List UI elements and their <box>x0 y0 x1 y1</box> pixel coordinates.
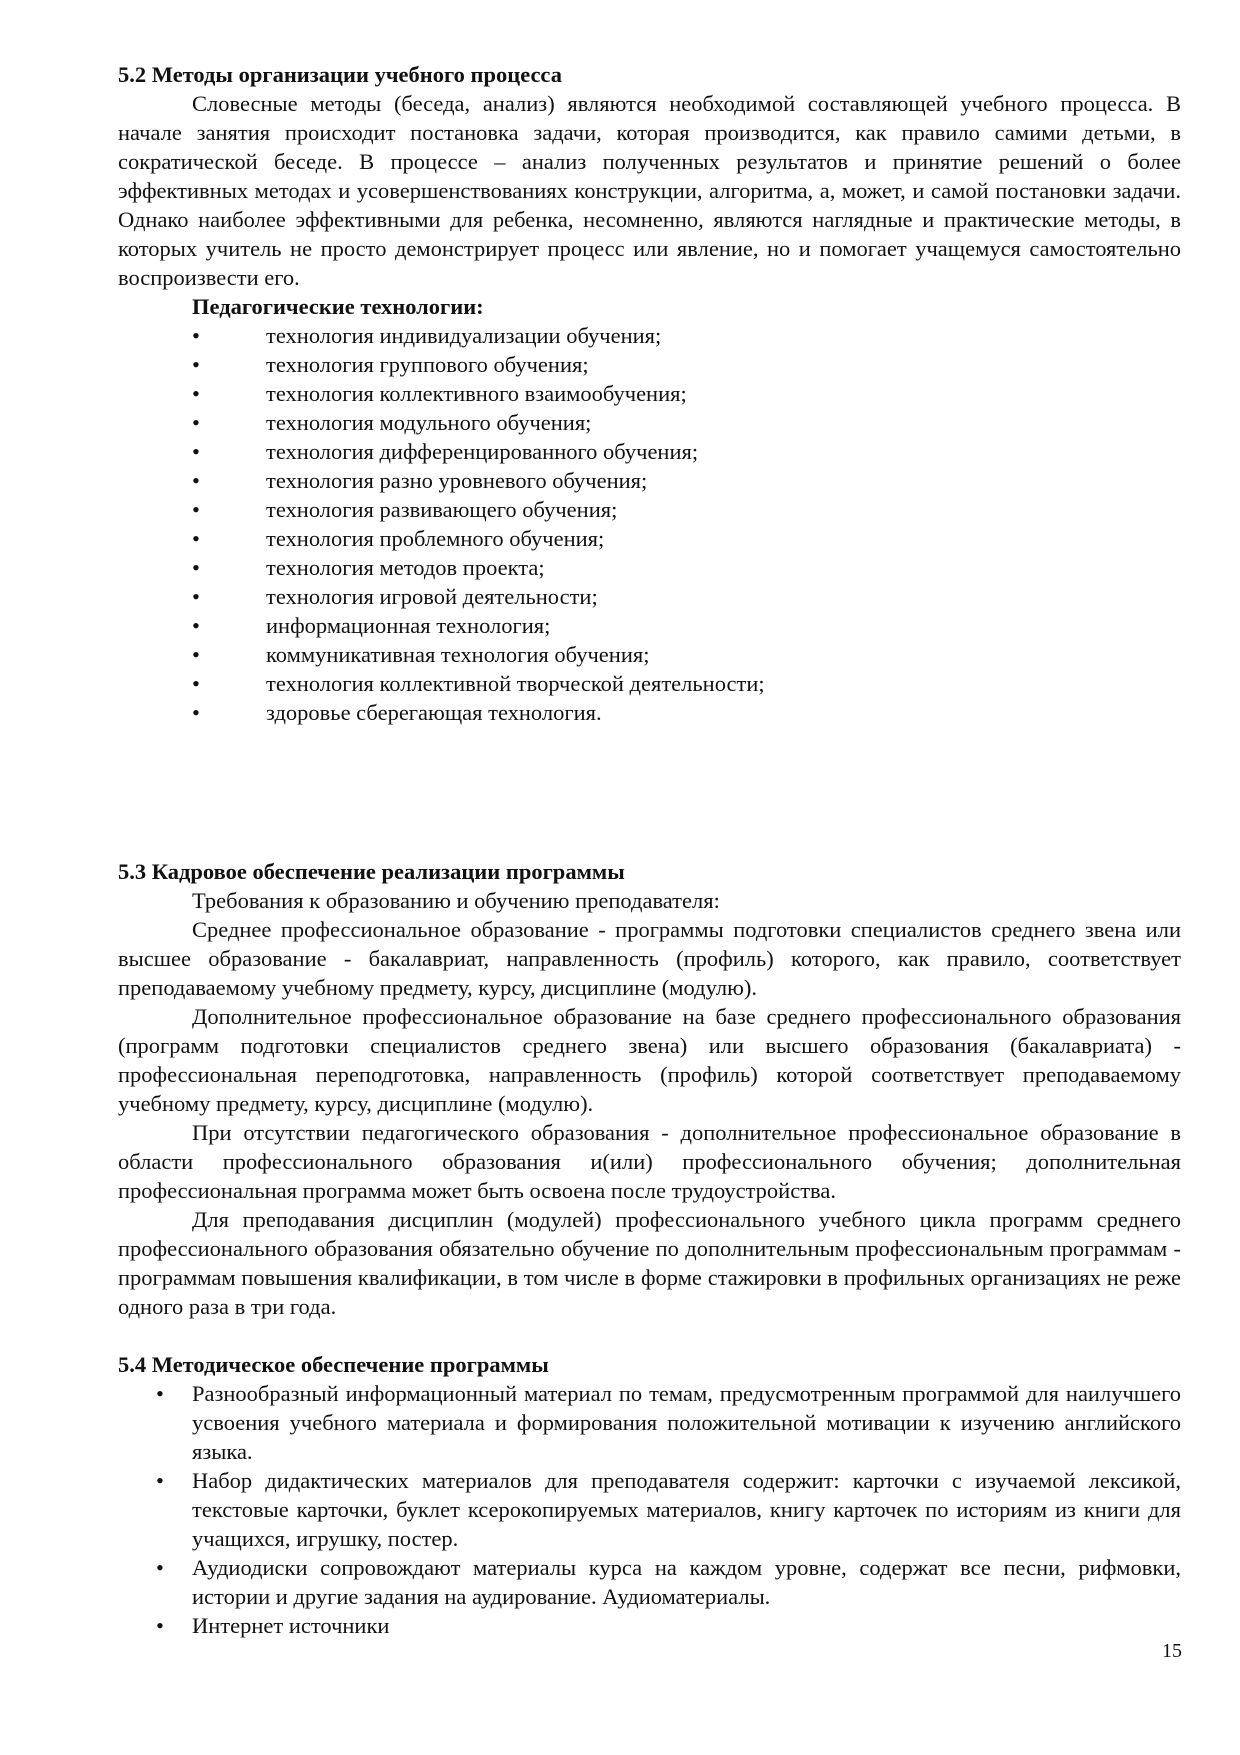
list-item-text: технология группового обучения; <box>266 352 589 377</box>
bullet-icon: • <box>192 381 200 406</box>
technologies-list <box>118 321 1181 727</box>
spacer <box>118 1321 1181 1350</box>
bullet-icon: • <box>192 439 200 464</box>
list-item-text: технология модульного обучения; <box>266 410 592 435</box>
list-item <box>118 495 1181 524</box>
list-item <box>118 1379 1181 1466</box>
paragraph: При отсутствии педагогического образования - дополнительное профессиональное образование в области профессионального образования и(или) профессионального обучения; дополнительная профессиональная программа может быть освоена после трудоустройства. <box>118 1120 1181 1203</box>
bullet-icon: • <box>192 352 200 377</box>
bullet-icon: • <box>192 700 200 725</box>
list-item-text: технология методов проекта; <box>266 555 545 580</box>
list-item-text: Разнообразный информационный материал по темам, предусмотренным программой для наилучшего усвоения учебного материала и формирования положительной мотивации к изучению английского языка. <box>192 1381 1181 1464</box>
list-item-text: Аудиодиски сопровождают материалы курса на каждом уровне, содержат все песни, рифмовки, истории и другие задания на аудирование. Аудиоматериалы. <box>192 1555 1181 1609</box>
list-item-text: технология индивидуализации обучения; <box>266 323 662 348</box>
section-title: 5.3 Кадровое обеспечение реализации программы <box>118 859 625 884</box>
list-item-text: здоровье сберегающая технология. <box>266 700 602 725</box>
section-title: 5.2 Методы организации учебного процесса <box>118 62 562 87</box>
list-item <box>118 669 1181 698</box>
spacer <box>118 727 1181 857</box>
methodical-support-list <box>118 1379 1181 1640</box>
paragraph: Словесные методы (беседа, анализ) являются необходимой составляющей учебного процесса. В начале занятия происходит постановка задачи, которая производится, как правило самими детьми, в сократической беседе. В процессе – анализ полученных результатов и принятие решений о более эффективных методах и усовершенствованиях конструкции, алгоритма, а, может, и самой постановки задачи. Однако наиболее эффективными для ребенка, несомненно, являются наглядные и практические методы, в которых учитель не просто демонстрирует процесс или явление, но и помогает учащемуся самостоятельно воспроизвести его. <box>118 91 1181 290</box>
paragraph: Требования к образованию и обучению преподавателя: <box>192 888 720 913</box>
list-item <box>118 611 1181 640</box>
page-number: 15 <box>1162 1640 1182 1662</box>
bullet-icon: • <box>156 1468 164 1493</box>
bullet-icon: • <box>192 497 200 522</box>
bullet-icon: • <box>192 410 200 435</box>
bullet-icon: • <box>192 323 200 348</box>
bullet-icon: • <box>192 642 200 667</box>
list-item <box>118 379 1181 408</box>
list-item <box>118 1466 1181 1553</box>
list-item-text: технология коллективной творческой деятельности; <box>266 671 765 696</box>
paragraph: Для преподавания дисциплин (модулей) профессионального учебного цикла программ среднего профессионального образования обязательно обучение по дополнительным профессиональным программам - программам повышения квалификации, в том числе в форме стажировки в профильных организациях не реже одного раза в три года. <box>118 1207 1181 1319</box>
list-item-text: технология игровой деятельности; <box>266 584 598 609</box>
bullet-icon: • <box>156 1381 164 1406</box>
list-item-text: технология проблемного обучения; <box>266 526 605 551</box>
list-item <box>118 408 1181 437</box>
bullet-icon: • <box>192 555 200 580</box>
list-item <box>118 437 1181 466</box>
bullet-icon: • <box>156 1555 164 1580</box>
bullet-icon: • <box>192 584 200 609</box>
list-item <box>118 466 1181 495</box>
list-item <box>118 1611 1181 1640</box>
section-title: 5.4 Методическое обеспечение программы <box>118 1352 549 1377</box>
list-item <box>118 640 1181 669</box>
list-item-text: технология дифференцированного обучения; <box>266 439 699 464</box>
section-5-2 <box>118 60 1181 727</box>
list-item <box>118 582 1181 611</box>
list-item-text: технология коллективного взаимообучения; <box>266 381 687 406</box>
paragraph: Среднее профессиональное образование - программы подготовки специалистов среднего звена или высшее образование - бакалавриат, направленность (профиль) которого, как правило, соответствует преподаваемому учебному предмету, курсу, дисциплине (модулю). <box>118 917 1181 1000</box>
page-content <box>118 60 1181 1640</box>
paragraph: Дополнительное профессиональное образование на базе среднего профессионального образования (программ подготовки специалистов среднего звена) или высшего образования (бакалавриата) - профессиональная переподготовка, направленность (профиль) которой соответствует преподаваемому учебному предмету, курсу, дисциплине (модулю). <box>118 1004 1181 1116</box>
section-5-3 <box>118 857 1181 1321</box>
list-item <box>118 524 1181 553</box>
list-item-text: Набор дидактических материалов для преподавателя содержит: карточки с изучаемой лексикой, текстовые карточки, буклет ксерокопируемых материалов, книгу карточек по историям из книги для учащихся, игрушку, постер. <box>192 1468 1181 1551</box>
list-item-text: технология развивающего обучения; <box>266 497 618 522</box>
list-item-text: Интернет источники <box>192 1613 390 1638</box>
list-item-text: технология разно уровневого обучения; <box>266 468 648 493</box>
bullet-icon: • <box>192 613 200 638</box>
bullet-icon: • <box>156 1613 164 1638</box>
list-item <box>118 350 1181 379</box>
bullet-icon: • <box>192 671 200 696</box>
bullet-icon: • <box>192 526 200 551</box>
list-item <box>118 1553 1181 1611</box>
bullet-icon: • <box>192 468 200 493</box>
list-item <box>118 698 1181 727</box>
section-5-4 <box>118 1350 1181 1640</box>
subheading-pedagogical-technologies: Педагогические технологии: <box>192 294 484 319</box>
list-item-text: информационная технология; <box>266 613 551 638</box>
list-item <box>118 553 1181 582</box>
list-item-text: коммуникативная технология обучения; <box>266 642 650 667</box>
list-item <box>118 321 1181 350</box>
